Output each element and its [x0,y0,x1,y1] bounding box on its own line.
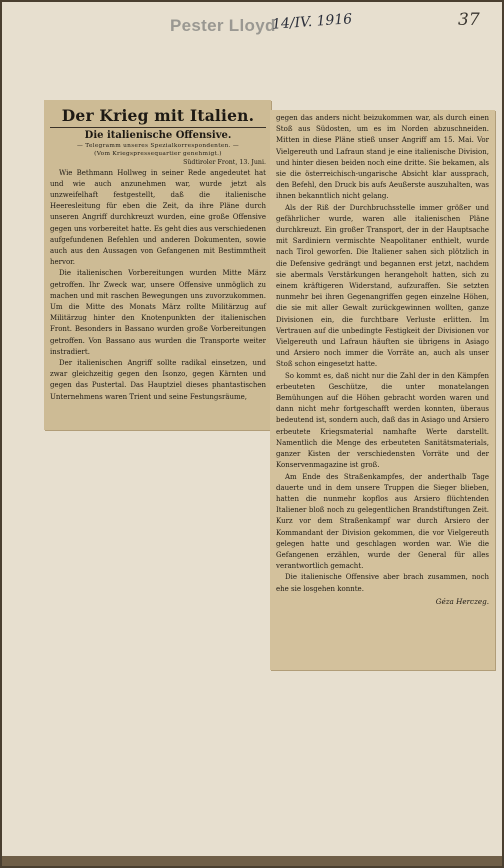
paragraph: Als der Riß der Durchbruchsstelle immer größer und gefährlicher wurde, waren alle italienischen Pläne durchkreuzt. Ein großer Transport, der in der Hauptsache mit Sardiniern vermischte Neapolitaner enthielt, wurde nach Tirol geworfen. Die Italiener sahen sich plötzlich in die Defensive gedrängt und begannen erst jetzt, nachdem sie abermals Verstärkungen herangeholt hatten, sich zu einem kräftigeren Widerstand, aufzuraffen. Sie setzten nunmehr bei ihren Gegenangriffen gegen einzelne Höhen, die sie mit aller Gewalt zurückgewinnen wollten, ganze Divisionen ein, die furchtbare Verluste erlitten. Im Vertrauen auf die unbedingte Festigkeit der Divisionen vor Vielgereuth und Lafraun häuften sie übrigens in Asiago und Arsiero noch immer die Vorräte an, auch als unser Stoß schon eingesetzt hatte. [276,203,489,369]
masthead-stamp: Pester Lloyd [170,16,276,35]
paragraph: Der italienischen Angriff sollte radikal einsetzen, und zwar gleichzeitig gegen den Isonzo, gegen Kärnten und gegen das Pustertal. Das Hauptziel dieses phantastischen Unternehmens waren Trient und seine Festungsräume, [50,359,266,401]
page-number: 37 [458,10,480,30]
paragraph: Die italienische Offensive aber brach zusammen, noch ehe sie losgehen konnte. [276,573,489,593]
paragraph: Wie Bethmann Hollweg in seiner Rede angedeutet hat und wie auch anzunehmen war, wurde jetzt als unzweifelhaft festgestellt, daß die italienische Heeresleitung für eben die Zeit, da ihre Pläne durch unseren Angriff durchkreuzt wurden, eine große Offensive gegen uns vorbereitet hatte. Es geht dies aus verschiedenen aufgefundenen Befehlen und anderen Dokumenten, sowie auch aus den Aussagen von Gefangenen mit Bestimmtheit hervor. [50,168,266,267]
headline-rule [50,127,266,128]
paragraph: Die italienischen Vorbereitungen wurden Mitte März getroffen. Ihr Zweck war, unsere Offensive unmöglich zu machen und mit raschen Bewegungen uns zuvorzukommen. Um die Mitte des Monats März rollte Militärzug auf Militärzug hinter den Knotenpunkten der italienischen Front. Besonders in Bassano wurden große Vorbereitungen getroffen. Von Bassano aus wurden die Transporte weiter instradiert. [50,269,266,356]
handwritten-date: 14/IV. 1916 [271,11,353,33]
paragraph: gegen das anders nicht beizukommen war, als durch einen Stoß aus Südosten, um es im Norden abzuschneiden. Mitten in diese Pläne stieß unser Angriff am 15. Mai. Vor Vielgereuth und Lafraun stand je eine italienische Division, und hinter diesen beiden noch eine dritte. Sie bekamen, als sie die österreichisch-ungarische Absicht klar aussprach, den Befehl, den Druck bis aufs Aeußerste auszuhalten, was ihnen bekanntlich nicht gelang. [276,114,489,201]
dateline: Südtiroler Front, 13. Juni. [183,158,266,166]
article-subheadline: Die italienische Offensive. [84,130,232,141]
paragraph: Am Ende des Straßenkampfes, der anderthalb Tage dauerte und in dem unsere Truppen die Sieger blieben, hatten die nunmehr kopflos aus Arsiero flüchtenden Italiener bloß noch zu gelegentlichen Brandstiftungen Zeit. Kurz vor dem Straßenkampf war durch Arsiero der Kommandant der Division gekommen, die vor Vielgereuth gelegen hatte und geschlagen worden war. Wie die Gefangenen erzählen, wurde der General für alles verantwortlich gemacht. [276,472,489,571]
article-headline: Der Krieg mit Italien. [61,106,255,125]
paragraph: So kommt es, daß nicht nur die Zahl der in den Kämpfen erbeuteten Geschütze, die unter monatelangen Bemühungen auf die Höhen gebracht worden waren und dann nicht mehr fortgeschafft werden konnten, überaus bedeutend ist, sondern auch, daß das in Asiago und Arsiero erbeutete Kriegsmaterial namhafte Werte darstellt. Namentlich die Menge des erbeuteten Sanitätsmaterials, ganzer Kisten der verschiedensten Vorräte und der Konservenmagazine ist groß. [276,371,489,470]
approval-line: (Vom Kriegspressequartier genehmigt.) [94,150,222,157]
clipping-right-column [270,110,495,670]
author-signature: Géza Herczeg. [435,596,489,606]
telegram-line: — Telegramm unseres Spezialkorrespondenten. — [76,143,239,149]
clipping-left-column [44,100,271,430]
